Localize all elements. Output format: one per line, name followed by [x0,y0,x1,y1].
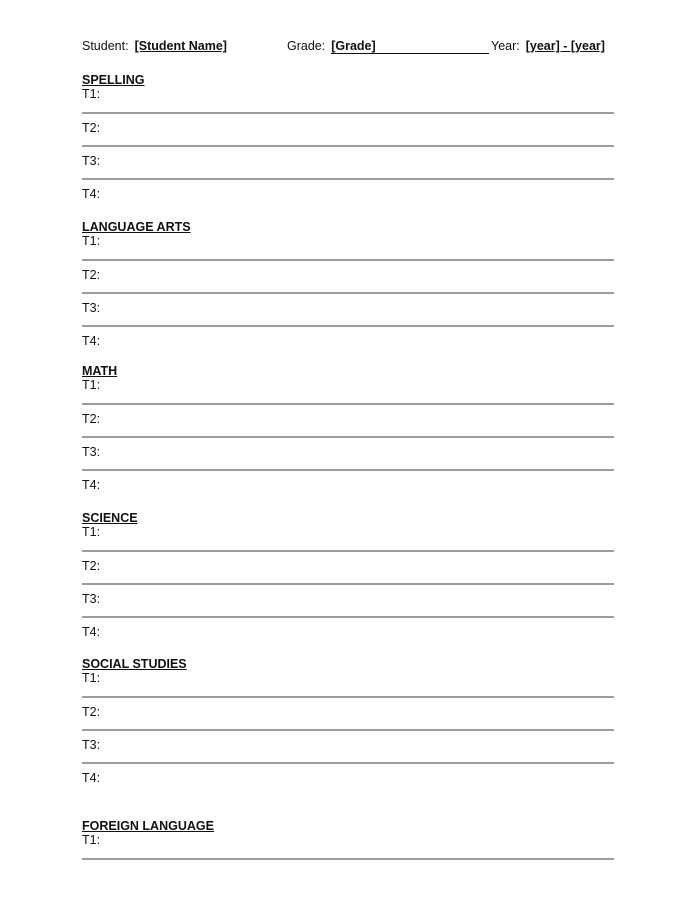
term-label: T2: [82,268,101,282]
term-label: T4: [82,478,101,492]
term-row[interactable] [82,552,614,585]
term-row[interactable] [82,671,614,698]
term-label: T1: [82,87,101,101]
term-row[interactable] [82,261,614,294]
writing-line [82,858,614,860]
section-title: SCIENCE [82,511,138,525]
section-title: MATH [82,364,118,378]
term-label: T3: [82,592,101,606]
term-row[interactable] [82,147,614,180]
term-row[interactable] [82,294,614,327]
section-math [82,364,614,504]
year-field [491,39,605,53]
term-row[interactable] [82,234,614,261]
term-row[interactable] [82,327,614,360]
student-field [82,39,227,53]
section-title: SOCIAL STUDIES [82,657,187,671]
term-label: T3: [82,738,101,752]
term-row[interactable] [82,525,614,552]
term-label: T2: [82,559,101,573]
term-label: T1: [82,234,101,248]
section-title: FOREIGN LANGUAGE [82,819,214,833]
grade-value[interactable]: [Grade] [331,40,489,54]
section-social-studies [82,657,614,797]
term-row[interactable] [82,405,614,438]
grade-label: Grade: [287,39,326,53]
term-label: T3: [82,301,101,315]
term-row[interactable] [82,585,614,618]
section-title: SPELLING [82,73,145,87]
term-row[interactable] [82,114,614,147]
term-row[interactable] [82,87,614,114]
term-row[interactable] [82,618,614,651]
term-label: T4: [82,187,101,201]
term-label: T1: [82,671,101,685]
term-row[interactable] [82,833,614,860]
term-label: T4: [82,771,101,785]
term-row[interactable] [82,471,614,504]
term-label: T3: [82,445,101,459]
term-row[interactable] [82,764,614,797]
term-label: T1: [82,833,101,847]
year-value[interactable]: [year] - [year] [525,39,605,53]
term-row[interactable] [82,438,614,471]
section-language-arts [82,220,614,360]
section-spelling [82,73,614,213]
grade-field [287,39,489,54]
term-row[interactable] [82,698,614,731]
term-row[interactable] [82,180,614,213]
term-label: T4: [82,334,101,348]
term-row[interactable] [82,731,614,764]
term-label: T2: [82,121,101,135]
term-label: T2: [82,412,101,426]
term-label: T4: [82,625,101,639]
student-name-value[interactable]: [Student Name] [134,39,227,53]
term-label: T1: [82,378,101,392]
section-title: LANGUAGE ARTS [82,220,191,234]
term-label: T2: [82,705,101,719]
section-foreign-language [82,819,614,860]
student-label: Student: [82,39,129,53]
term-label: T1: [82,525,101,539]
year-label: Year: [491,39,520,53]
section-science [82,511,614,651]
term-label: T3: [82,154,101,168]
term-row[interactable] [82,378,614,405]
